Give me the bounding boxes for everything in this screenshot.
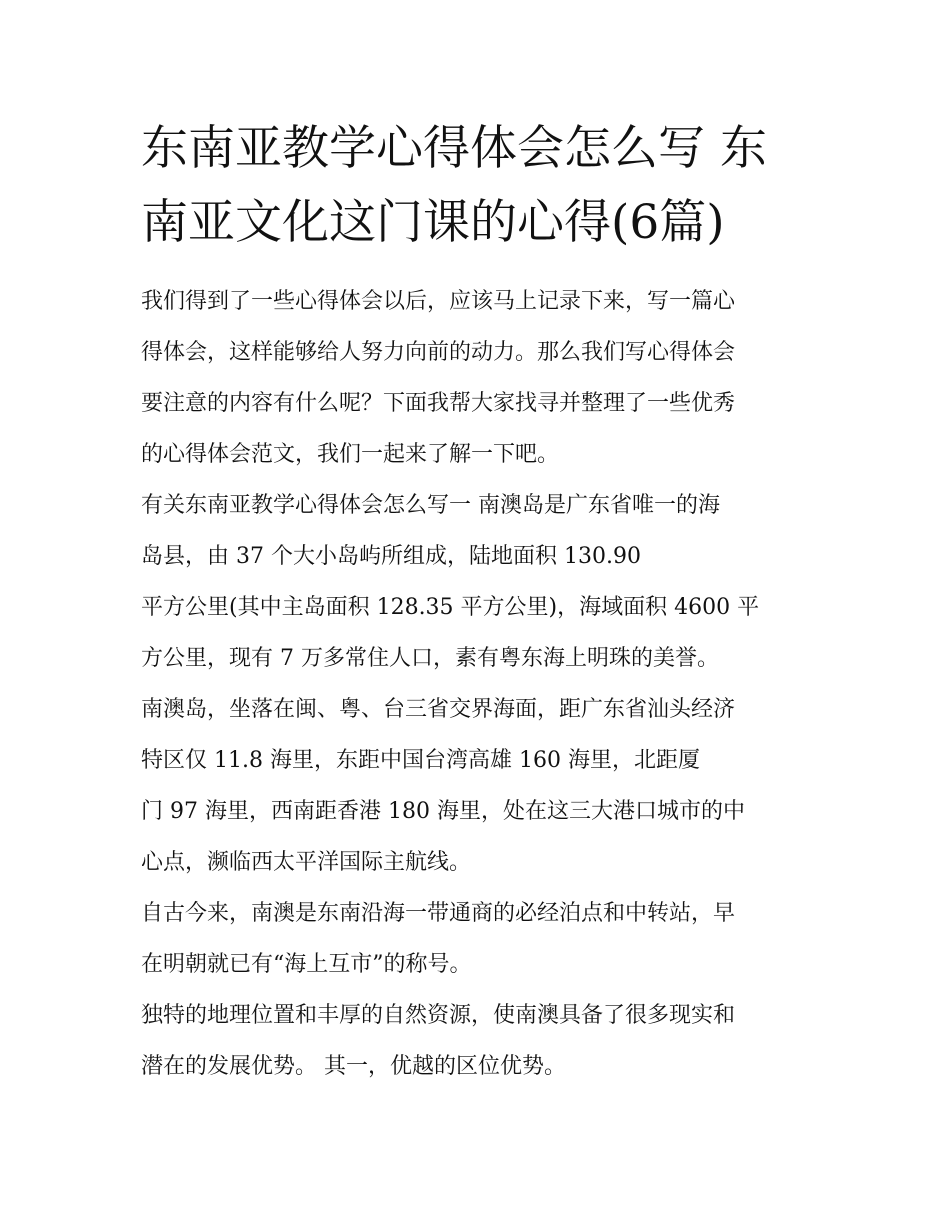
body-line: 的心得体会范文，我们一起来了解一下吧。 (141, 442, 560, 467)
body-line: 独特的地理位置和丰厚的自然资源，使南澳具备了很多现实和 (141, 1003, 736, 1028)
body-line: 要注意的内容有什么呢？下面我帮大家找寻并整理了一些优秀 (141, 391, 736, 416)
title-line: 南亚文化这门课的心得(6篇) (141, 195, 725, 250)
body-line: 门 97 海里，西南距香港 180 海里，处在这三大港口城市的中 (141, 799, 745, 824)
body-line: 方公里，现有 7 万多常住人口，素有粤东海上明珠的美誉。 (141, 646, 719, 671)
body-line: 自古今来，南澳是东南沿海一带通商的必经泊点和中转站，早 (141, 901, 736, 926)
body-line: 有关东南亚教学心得体会怎么写一 南澳岛是广东省唯一的海 (141, 493, 720, 518)
body-line: 得体会，这样能够给人努力向前的动力。那么我们写心得体会 (141, 340, 736, 365)
body-line: 心点，濒临西太平洋国际主航线。 (141, 850, 472, 875)
body-line: 平方公里(其中主岛面积 128.35 平方公里)，海域面积 4600 平 (141, 595, 760, 620)
title-line: 东南亚教学心得体会怎么写 东 (141, 121, 767, 176)
document-title (141, 112, 821, 260)
document-body (141, 276, 831, 1092)
body-line: 南澳岛，坐落在闽、粤、台三省交界海面，距广东省汕头经济 (141, 697, 736, 722)
body-line: 特区仅 11.8 海里，东距中国台湾高雄 160 海里，北距厦 (141, 748, 700, 773)
body-line: 岛县，由 37 个大小岛屿所组成，陆地面积 130.90 (141, 544, 641, 569)
body-line: 我们得到了一些心得体会以后，应该马上记录下来，写一篇心 (141, 289, 736, 314)
body-line: 在明朝就已有“海上互市”的称号。 (141, 952, 472, 977)
body-line: 潜在的发展优势。 其一，优越的区位优势。 (141, 1054, 566, 1079)
